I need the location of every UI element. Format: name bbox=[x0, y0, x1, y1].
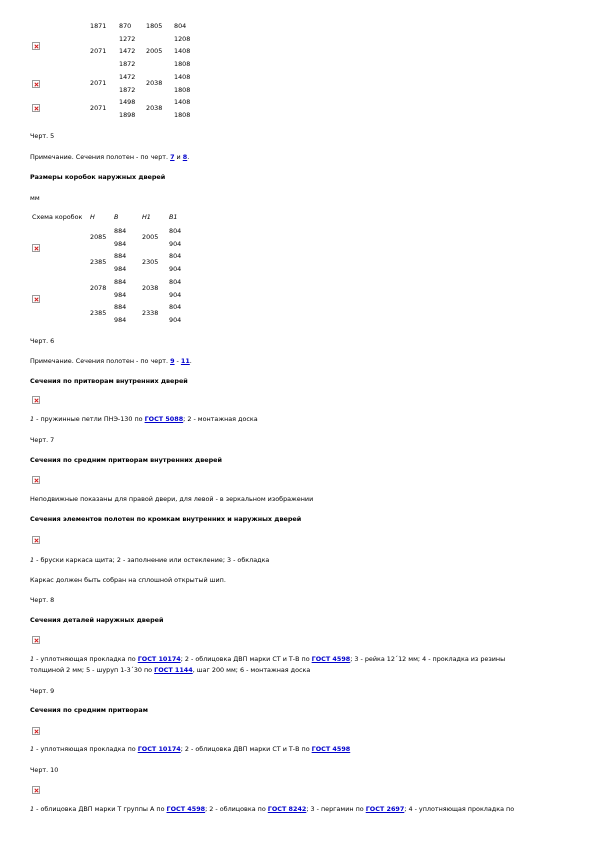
figure-label: Черт. 7 bbox=[30, 436, 55, 444]
column-header-b: B bbox=[114, 213, 119, 221]
table-cell-b1: 904 bbox=[169, 316, 182, 324]
table-cell-h: 2385 bbox=[90, 309, 107, 317]
figure-label: Черт. 6 bbox=[30, 337, 55, 345]
table-cell-w: 1472 bbox=[119, 47, 136, 55]
table-cell-w: 1472 bbox=[119, 73, 136, 81]
broken-image-icon bbox=[32, 80, 40, 88]
figure-label: Черт. 5 bbox=[30, 132, 55, 140]
figure-caption bbox=[30, 656, 505, 662]
table-cell-h1: 2005 bbox=[142, 233, 159, 241]
table-cell-h1: 2038 bbox=[146, 79, 163, 87]
standard-link[interactable]: ГОСТ 5088 bbox=[144, 415, 184, 423]
caption-text: ; 3 - пергамин по bbox=[306, 805, 366, 813]
caption-text: - пружинные петли ПНЭ-130 по bbox=[34, 415, 145, 423]
broken-image-icon bbox=[32, 727, 40, 735]
table-cell-h1: 1805 bbox=[146, 22, 163, 30]
table-cell-h1: 2005 bbox=[146, 47, 163, 55]
broken-image-icon bbox=[32, 476, 40, 484]
caption-text: ; 2 - облицовка по bbox=[205, 805, 268, 813]
table-cell-b1: 804 bbox=[169, 303, 182, 311]
section-title: Сечения элементов полотен по кромкам внутренних и наружных дверей bbox=[30, 515, 302, 523]
table-cell-b1: 1808 bbox=[174, 111, 191, 119]
column-header-h1: H1 bbox=[142, 213, 151, 221]
standard-link[interactable]: ГОСТ 4598 bbox=[311, 745, 351, 753]
section-title: Сечения по притворам внутренних дверей bbox=[30, 377, 188, 385]
caption-text: ; 2 - монтажная доска bbox=[183, 415, 258, 423]
table-cell-h: 1871 bbox=[90, 22, 107, 30]
section-title: Размеры коробок наружных дверей bbox=[30, 173, 166, 181]
table-cell-h1: 2038 bbox=[146, 104, 163, 112]
figure-label: Черт. 8 bbox=[30, 596, 55, 604]
caption-number: 1 bbox=[30, 745, 35, 753]
broken-image-icon bbox=[32, 244, 40, 252]
caption-text: - бруски каркаса щита; 2 - заполнение или остекление; 3 - обкладка bbox=[34, 556, 270, 564]
table-cell-w: 1872 bbox=[119, 86, 136, 94]
table-cell-w: 1498 bbox=[119, 98, 136, 106]
figure-link[interactable]: 8 bbox=[182, 153, 188, 161]
figure-caption bbox=[30, 806, 514, 812]
table-cell-b1: 1808 bbox=[174, 60, 191, 68]
figure-caption bbox=[30, 557, 269, 563]
standard-link[interactable]: ГОСТ 2697 bbox=[365, 805, 405, 813]
table-cell-b1: 1408 bbox=[174, 98, 191, 106]
caption-number: 1 bbox=[30, 415, 35, 423]
figure-label: Черт. 9 bbox=[30, 687, 55, 695]
caption-text: ; 2 - облицовка ДВП марки СТ и Т-В по bbox=[180, 745, 312, 753]
table-cell-h: 2071 bbox=[90, 79, 107, 87]
table-cell-w: 1898 bbox=[119, 111, 136, 119]
caption-text: , шаг 200 мм; 6 - монтажная доска bbox=[192, 666, 311, 674]
note: Каркас должен быть собран на сплошной открытый шип. bbox=[30, 576, 226, 584]
caption-text: - уплотняющая прокладка по bbox=[34, 655, 138, 663]
note bbox=[30, 358, 192, 364]
caption-text: ; 3 - рейка 12´12 мм; 4 - прокладка из резины bbox=[350, 655, 506, 663]
standard-link[interactable]: ГОСТ 10174 bbox=[137, 745, 181, 753]
figure-link[interactable]: 7 bbox=[170, 153, 175, 161]
table-cell-b1: 904 bbox=[169, 240, 182, 248]
table-cell-w: 870 bbox=[119, 22, 132, 30]
figure-caption-continued bbox=[30, 667, 310, 673]
table-cell-b: 984 bbox=[114, 240, 127, 248]
table-cell-h1: 2038 bbox=[142, 284, 159, 292]
table-cell-h: 2385 bbox=[90, 258, 107, 266]
table-cell-b1: 804 bbox=[169, 227, 182, 235]
table-cell-w: 1872 bbox=[119, 60, 136, 68]
note-text: Примечание. Сечения полотен - по черт. bbox=[30, 153, 171, 161]
note-text: . bbox=[189, 357, 192, 365]
standard-link[interactable]: ГОСТ 4598 bbox=[166, 805, 206, 813]
section-title: Сечения по средним притворам bbox=[30, 706, 148, 714]
note bbox=[30, 154, 189, 160]
table-cell-h: 2085 bbox=[90, 233, 107, 241]
table-cell-b1: 1408 bbox=[174, 47, 191, 55]
table-cell-b1: 804 bbox=[169, 252, 182, 260]
broken-image-icon bbox=[32, 295, 40, 303]
table-cell-b: 884 bbox=[114, 252, 127, 260]
column-header-scheme: Схема коробок bbox=[32, 213, 83, 221]
figure-caption bbox=[30, 416, 258, 422]
broken-image-icon bbox=[32, 104, 40, 112]
table-cell-b: 884 bbox=[114, 227, 127, 235]
section-title: Сечения деталей наружных дверей bbox=[30, 616, 164, 624]
caption-text: толщиной 2 мм; 5 - шуруп 1-3´30 по bbox=[30, 666, 155, 674]
table-cell-h: 2071 bbox=[90, 104, 107, 112]
table-cell-b: 984 bbox=[114, 316, 127, 324]
column-header-h: H bbox=[90, 213, 95, 221]
standard-link[interactable]: ГОСТ 10174 bbox=[137, 655, 181, 663]
standard-link[interactable]: ГОСТ 4598 bbox=[311, 655, 351, 663]
figure-label: Черт. 10 bbox=[30, 766, 59, 774]
figure-link[interactable]: 11 bbox=[180, 357, 190, 365]
table-cell-b1: 804 bbox=[169, 278, 182, 286]
figure-caption bbox=[30, 746, 350, 752]
section-title: Сечения по средним притворам внутренних дверей bbox=[30, 456, 222, 464]
table-cell-b1: 904 bbox=[169, 265, 182, 273]
table-cell-h: 2071 bbox=[90, 47, 107, 55]
standard-link[interactable]: ГОСТ 8242 bbox=[267, 805, 307, 813]
unit-label: мм bbox=[30, 194, 40, 202]
table-cell-h1: 2338 bbox=[142, 309, 159, 317]
table-cell-w: 1272 bbox=[119, 35, 136, 43]
figure-link[interactable]: 9 bbox=[170, 357, 175, 365]
caption-text: - уплотняющая прокладка по bbox=[34, 745, 138, 753]
table-cell-b1: 1408 bbox=[174, 73, 191, 81]
table-cell-b: 884 bbox=[114, 278, 127, 286]
standard-link[interactable]: ГОСТ 1144 bbox=[154, 666, 193, 674]
note-text: и bbox=[174, 153, 183, 161]
note-text: Примечание. Сечения полотен - по черт. bbox=[30, 357, 171, 365]
note: Неподвижные показаны для правой двери, для левой - в зеркальном изображении bbox=[30, 495, 314, 503]
table-cell-b1: 1808 bbox=[174, 86, 191, 94]
table-cell-h1: 2305 bbox=[142, 258, 159, 266]
table-cell-h: 2078 bbox=[90, 284, 107, 292]
table-cell-b: 984 bbox=[114, 265, 127, 273]
broken-image-icon bbox=[32, 42, 40, 50]
caption-text: ; 4 - уплотняющая прокладка по bbox=[404, 805, 515, 813]
caption-text: ; 2 - облицовка ДВП марки СТ и Т-В по bbox=[180, 655, 312, 663]
caption-number: 1 bbox=[30, 556, 35, 564]
table-cell-b: 984 bbox=[114, 291, 127, 299]
caption-number: 1 bbox=[30, 655, 35, 663]
note-text: . bbox=[187, 153, 190, 161]
broken-image-icon bbox=[32, 396, 40, 404]
column-header-b1: B1 bbox=[169, 213, 178, 221]
broken-image-icon bbox=[32, 536, 40, 544]
table-cell-b1: 804 bbox=[174, 22, 187, 30]
table-cell-b1: 904 bbox=[169, 291, 182, 299]
caption-number: 1 bbox=[30, 805, 35, 813]
caption-text: - облицовка ДВП марки Т группы А по bbox=[34, 805, 167, 813]
broken-image-icon bbox=[32, 786, 40, 794]
table-cell-b: 884 bbox=[114, 303, 127, 311]
table-cell-b1: 1208 bbox=[174, 35, 191, 43]
broken-image-icon bbox=[32, 636, 40, 644]
note-text: - bbox=[174, 357, 181, 365]
